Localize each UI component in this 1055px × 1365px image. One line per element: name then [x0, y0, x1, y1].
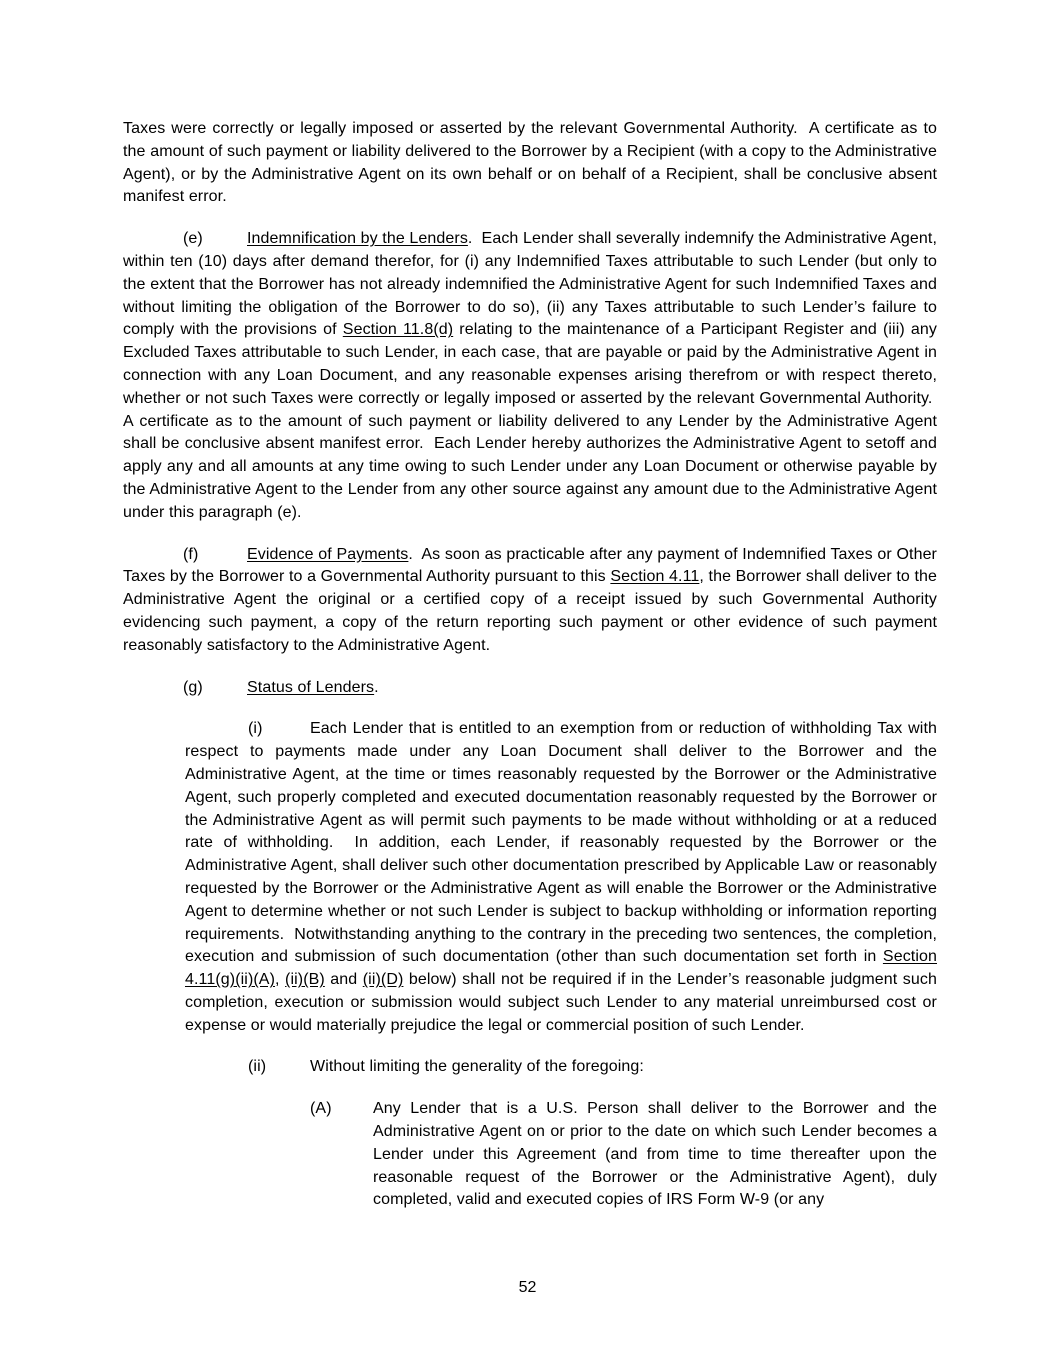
- page-number: 52: [518, 1279, 537, 1296]
- text-run: and: [324, 971, 363, 989]
- text-run: ,: [275, 971, 286, 989]
- paragraph-marker: (A): [310, 1100, 332, 1118]
- text-run: . Each Lender shall severally indemnify the Administrative Agent, within ten (10) days after demand therefor, for (i) any Indemnified Taxes attributable to such Lender (but only to the extent that the Borrower has not already indemnified the Administrative Agent for such Indemnified Taxes and without limiting the obligation of the Borrower to do so), (ii) any Taxes attributable to such Lender’s failure to comply with the provisions of: [123, 230, 937, 339]
- paragraph-ii-without-limiting: [185, 1056, 937, 1079]
- text-run: Taxes were correctly or legally imposed or asserted by the relevant Governmental Authority. A certificate as to the amount of such payment or liability delivered to the Borrower by a Recipient (with a copy to the Administrative Agent), or by the Administrative Agent on its own behalf or on behalf of a Recipient, shall be conclusive absent manifest error.: [123, 120, 937, 206]
- paragraph-marker: (f): [183, 545, 199, 563]
- underlined-text-run: Indemnification by the Lenders: [247, 230, 468, 248]
- text-run: , the Borrower shall deliver to the Administrative Agent the original or a certified copy of a receipt issued by such Governmental Authority evidencing such payment, a copy of the return reporting such payment or other evidence of such payment reasonably satisfactory to the Administrative Agent.: [123, 568, 938, 654]
- text-run: Without limiting the generality of the foregoing:: [310, 1058, 644, 1076]
- paragraph-e-indemnification-by-the-lenders: [123, 228, 937, 524]
- paragraph-i-each-lender-exemption: [185, 718, 937, 1037]
- text-run: below) shall not be required if in the Lender’s reasonable judgment such completion, execution or submission would subject such Lender to any material unreimbursed cost or expense or would materially prejudice the legal or commercial position of such Lender.: [185, 971, 938, 1034]
- paragraph-marker: (g): [183, 678, 203, 696]
- text-run: .: [374, 678, 379, 696]
- paragraph-taxes-continuation: [123, 118, 937, 209]
- paragraph-f-evidence-of-payments: [123, 544, 937, 658]
- document-body: [123, 118, 937, 1231]
- text-run: relating to the maintenance of a Participant Register and (iii) any Excluded Taxes attributable to such Lender, in each case, that are payable or paid by the Administrative Agent in connection with any Loan Document, and any reasonable expenses arising therefrom or with respect thereto, whether or not such Taxes were correctly or legally imposed or asserted by the relevant Governmental Authority. A certificate as to the amount of such payment or liability delivered to any Lender by the Administrative Agent shall be conclusive absent manifest error. Each Lender hereby authorizes the Administrative Agent to setoff and apply any and all amounts at any time owing to such Lender under any Loan Document or otherwise payable by the Administrative Agent to the Lender from any other source against any amount due to the Administrative Agent under this paragraph (e).: [123, 321, 937, 521]
- paragraph-marker: (e): [183, 230, 203, 248]
- underlined-text-run: (ii)(D): [362, 971, 404, 989]
- underlined-text-run: Section 4.11(g)(ii)(A): [185, 948, 937, 989]
- underlined-text-run: Section 11.8(d): [342, 321, 454, 339]
- underlined-text-run: (ii)(B): [285, 971, 325, 989]
- text-run: . As soon as practicable after any payment of Indemnified Taxes or Other Taxes by the Borrower to a Governmental Authority pursuant to this: [123, 545, 937, 586]
- paragraph-A-us-person-lender: [310, 1098, 937, 1212]
- paragraph-marker: (i): [248, 720, 263, 738]
- page-footer: [0, 1277, 1055, 1299]
- paragraph-marker: (ii): [248, 1058, 267, 1076]
- text-run: Any Lender that is a U.S. Person shall deliver to the Borrower and the Administrative Agent on or prior to the date on which such Lender becomes a Lender under this Agreement (and from time to time thereafter upon the reasonable request of the Borrower or the Administrative Agent), duly completed, valid and executed copies of IRS Form W-9 (or any: [373, 1100, 937, 1209]
- underlined-text-run: Status of Lenders: [247, 678, 375, 696]
- text-run: Each Lender that is entitled to an exemption from or reduction of withholding Tax with respect to payments made under any Loan Document shall deliver to the Borrower and the Administrative Agent, at the time or times reasonably requested by the Borrower or the Administrative Agent, such properly completed and executed documentation reasonably requested by the Borrower or the Administrative Agent as will permit such payments to be made without withholding or at a reduced rate of withholding. In addition, each Lender, if reasonably requested by the Borrower or the Administrative Agent, shall deliver such other documentation prescribed by Applicable Law or reasonably requested by the Borrower or the Administrative Agent as will enable the Borrower or the Administrative Agent to determine whether or not such Lender is subject to backup withholding or information reporting requirements. Notwithstanding anything to the contrary in the preceding two sentences, the completion, execution and submission of such documentation (other than such documentation set forth in: [185, 720, 937, 966]
- underlined-text-run: Evidence of Payments: [247, 545, 409, 563]
- underlined-text-run: Section 4.11: [610, 568, 700, 586]
- paragraph-g-status-of-lenders: [123, 677, 937, 700]
